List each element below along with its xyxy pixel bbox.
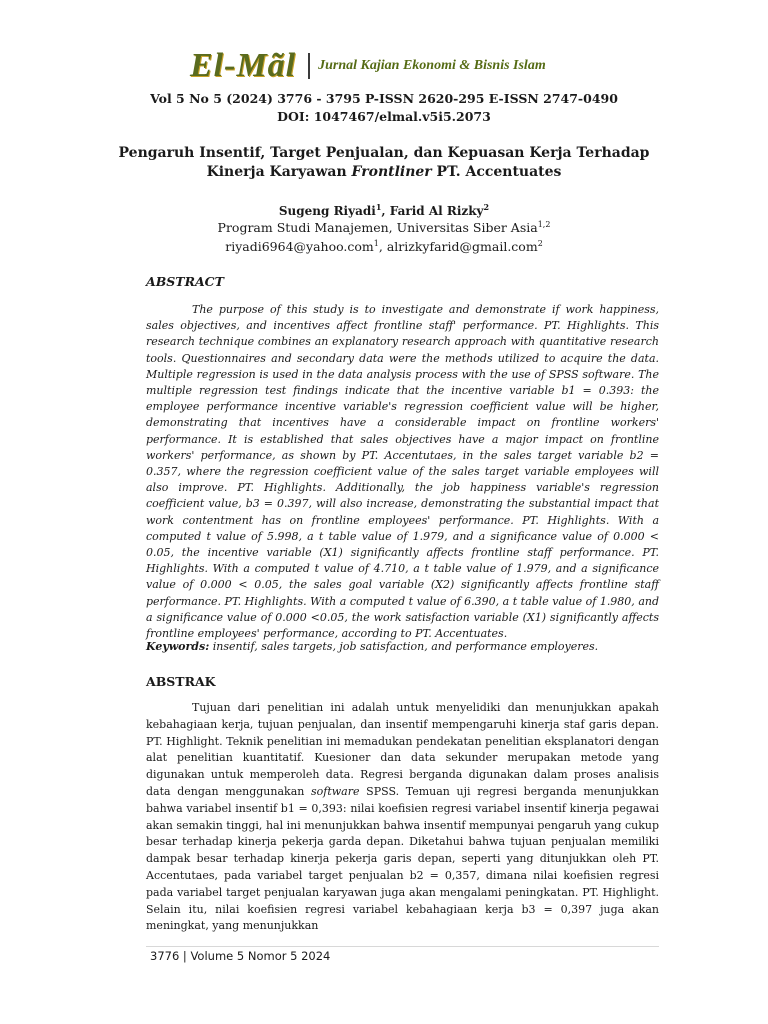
- volume-info: Vol 5 No 5 (2024) 3776 - 3795 P-ISSN 2620-295 E-ISSN 2747-0490: [150, 91, 618, 106]
- title-line-1: Pengaruh Insentif, Target Penjualan, dan Kepuasan Kerja Terhadap: [118, 145, 650, 161]
- title-line-2: Kinerja Karyawan Frontliner PT. Accentuates: [206, 164, 562, 180]
- footer-divider: [146, 946, 659, 947]
- journal-logo: El-Mãl: [190, 47, 297, 84]
- abstrak-body: Tujuan dari penelitian ini adalah untuk menyelidiki dan menunjukkan apakah kebahagiaan kerja, tujuan penjualan, dan insentif mempengaruhi kinerja staf garis depan. PT. Highlight. Teknik penelitian ini memadukan pendekatan penelitian eksplanatori dengan alat penelitian kuantitatif. Kuesioner dan data sekunder merupakan metode yang digunakan untuk memperoleh data. Regresi berganda digunakan dalam proses analisis data dengan menggunakan software SPSS. Temuan uji regresi berganda menunjukkan bahwa variabel insentif b1 = 0,393: nilai koefisien regresi variabel insentif kinerja pegawai akan semakin tinggi, hal ini menunjukkan bahwa insentif mempunyai pengaruh yang cukup besar terhadap kinerja pekerja garda depan. Diketahui bahwa tujuan penjualan memiliki dampak besar terhadap kinerja pekerja garis depan, seperti yang ditunjukkan oleh PT. Accentutaes, pada variabel target penjualan b2 = 0,357, dimana nilai koefisien regresi pada variabel target penjualan karyawan juga akan mengalami peningkatan. PT. Highlight. Selain itu, nilai koefisien regresi variabel kebahagiaan kerja b3 = 0,397 juga akan meningkat, yang menunjukkan: [146, 701, 660, 933]
- article-title: [0, 144, 768, 182]
- page-footer: 3776 | Volume 5 Nomor 5 2024: [150, 949, 331, 963]
- author-name: Sugeng Riyadi: [278, 204, 376, 218]
- email-link[interactable]: alrizkyfarid@gmail.com: [386, 239, 538, 254]
- keywords: Keywords: insentif, sales targets, job satisfaction, and performance employeres.: [146, 640, 599, 653]
- author-emails: riyadi6964@yahoo.com$^1$, alrizkyfarid@gmail.com$^2$: [225, 238, 543, 254]
- email-link[interactable]: riyadi6964@yahoo.com: [225, 239, 374, 254]
- author-name: Farid Al Rizky: [389, 204, 484, 218]
- affiliation: Program Studi Manajemen, Universitas Siber Asia$^{1,2}$: [217, 219, 551, 235]
- abstract-body: The purpose of this study is to investigate and demonstrate if work happiness, sales objectives, and incentives affect frontline staff' performance. PT. Highlights. This research technique combines an explanatory research approach with quantitative research tools. Questionnaires and secondary data were the methods utilized to acquire the data. Multiple regression is used in the data analysis process with the use of SPSS software. The multiple regression test findings indicate that the incentive variable b1 = 0.393: the employee performance incentive variable's regression coefficient value will be higher, demonstrating that incentives have a considerable impact on frontline workers' performance. It is established that sales objectives have a major impact on frontline workers' performance, as shown by PT. Accentutaes, in the sales target variable b2 = 0.357, where the regression coefficient value of the sales target variable employees will also improve. PT. Highlights. Additionally, the job happiness variable's regression coefficient value, b3 = 0.397, will also increase, demonstrating the substantial impact that work contentment has on frontline employees' performance. PT. Highlights. With a computed t value of 5.998, a t table value of 1.979, and a significance value of 0.000 < 0.05, the incentive variable (X1) significantly affects frontline staff performance. PT. Highlights. With a computed t value of 4.710, a t table value of 1.979, and a significance value of 0.000 < 0.05, the sales goal variable (X2) significantly affects frontline staff performance. PT. Highlights. With a computed t value of 6.390, a t table value of 1.980, and a significance value of 0.000 <0.05, the work satisfaction variable (X1) significantly affects frontline employees' performance, according to PT. Accentuates.: [146, 303, 659, 641]
- keywords-label: Keywords:: [146, 640, 210, 653]
- doi: DOI: 1047467/elmal.v5i5.2073: [277, 109, 491, 124]
- abstrak-heading: ABSTRAK: [146, 674, 216, 689]
- journal-tagline: Jurnal Kajian Ekonomi & Bisnis Islam: [318, 58, 546, 73]
- abstract-heading: ABSTRACT: [146, 274, 224, 289]
- masthead-divider: [308, 53, 310, 79]
- authors: Sugeng Riyadi$^1$, Farid Al Rizky$^2$: [278, 202, 490, 218]
- journal-masthead: [190, 44, 620, 88]
